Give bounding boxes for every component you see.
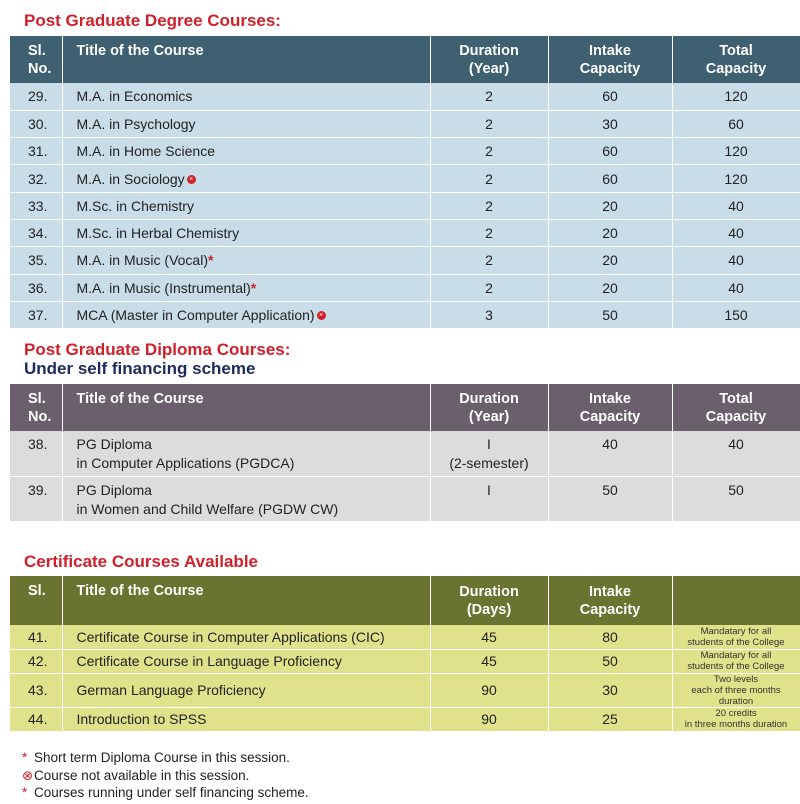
pg-section-title: Post Graduate Degree Courses: bbox=[24, 11, 281, 30]
row-intake-text: 50 bbox=[602, 307, 618, 324]
row-intake-text: 50 bbox=[602, 481, 618, 498]
row-title-text: M.A. in Music (Instrumental) bbox=[76, 279, 251, 296]
row-title-text: Certificate Course in Language Proficiency bbox=[76, 653, 342, 669]
row-sl bbox=[10, 192, 62, 219]
short-term-star-icon: * bbox=[207, 252, 214, 269]
row-note-line1: Mandatary for all bbox=[700, 625, 772, 637]
header-intake: Intake Capacity bbox=[548, 384, 672, 431]
row-total-text: 150 bbox=[724, 307, 748, 324]
row-sl-text: 30. bbox=[28, 115, 48, 132]
footnote-item bbox=[22, 784, 309, 802]
row-intake-text: 80 bbox=[602, 628, 618, 645]
row-sl bbox=[10, 625, 62, 649]
row-sl-text: 34. bbox=[28, 225, 48, 242]
footnote-text: Short term Diploma Course in this session. bbox=[34, 750, 290, 765]
row-sl bbox=[10, 219, 62, 246]
row-sl-text: 35. bbox=[28, 252, 48, 269]
row-total bbox=[672, 110, 800, 137]
row-duration-text: 2 bbox=[485, 197, 493, 214]
row-duration bbox=[430, 138, 548, 165]
row-duration-text: 2 bbox=[485, 170, 493, 187]
footnotes bbox=[22, 749, 309, 802]
row-duration bbox=[430, 192, 548, 219]
header-total: Total Capacity bbox=[672, 384, 800, 431]
row-title bbox=[62, 274, 430, 301]
header-note bbox=[672, 576, 800, 625]
row-total-text: 40 bbox=[728, 279, 744, 296]
table-row bbox=[10, 301, 800, 328]
row-title bbox=[62, 301, 430, 328]
row-note-line1: 20 credits bbox=[715, 708, 757, 719]
row-total-text: 120 bbox=[724, 143, 748, 160]
table-row bbox=[10, 649, 800, 673]
row-intake bbox=[548, 110, 672, 137]
row-total-text: 40 bbox=[728, 252, 744, 269]
diploma-header-row bbox=[10, 384, 800, 431]
row-sl bbox=[10, 649, 62, 673]
footnote-symbol-icon: * bbox=[22, 750, 28, 765]
row-note bbox=[672, 625, 800, 649]
row-intake-text: 60 bbox=[602, 143, 618, 160]
row-total-text: 120 bbox=[724, 88, 748, 105]
row-note-line2: in three months duration bbox=[684, 719, 788, 730]
header-title: Title of the Course bbox=[62, 384, 430, 431]
row-intake-text: 20 bbox=[602, 252, 618, 269]
table-row bbox=[10, 274, 800, 301]
row-note-line1: Mandatary for all bbox=[700, 650, 772, 661]
row-total bbox=[672, 476, 800, 521]
row-sl-text: 37. bbox=[28, 307, 48, 324]
row-sl bbox=[10, 138, 62, 165]
table-row bbox=[10, 431, 800, 476]
row-intake-text: 50 bbox=[602, 653, 618, 669]
row-intake bbox=[548, 274, 672, 301]
row-duration-note: (2-semester) bbox=[449, 455, 529, 471]
row-duration-text: 45 bbox=[481, 628, 497, 645]
row-intake-text: 20 bbox=[602, 197, 618, 214]
diploma-section-subtitle: Under self financing scheme bbox=[24, 359, 256, 378]
table-row bbox=[10, 165, 800, 192]
row-total-text: 40 bbox=[728, 197, 744, 214]
row-duration-text: 2 bbox=[485, 225, 493, 242]
row-duration bbox=[430, 431, 548, 476]
table-row bbox=[10, 707, 800, 731]
certificate-header-row bbox=[10, 576, 800, 625]
row-total bbox=[672, 83, 800, 110]
pg-courses-table bbox=[10, 36, 800, 329]
header-duration: Duration (Year) bbox=[430, 384, 548, 431]
row-sl-text: 36. bbox=[28, 279, 48, 296]
header-sl: Sl. bbox=[10, 576, 62, 625]
row-note-line1: Two levels bbox=[713, 673, 759, 685]
certificate-section-title: Certificate Courses Available bbox=[24, 552, 258, 571]
row-sl-text: 39. bbox=[28, 481, 48, 498]
row-duration bbox=[430, 83, 548, 110]
table-row bbox=[10, 625, 800, 649]
row-note-line2: each of three months duration bbox=[691, 684, 781, 707]
row-duration-text: 2 bbox=[485, 143, 493, 160]
row-total bbox=[672, 431, 800, 476]
row-total-text: 120 bbox=[724, 170, 748, 187]
row-title-text: M.A. in Music (Vocal) bbox=[76, 252, 208, 269]
row-sl-text: 29. bbox=[28, 88, 48, 105]
row-intake bbox=[548, 673, 672, 707]
row-duration bbox=[430, 301, 548, 328]
footnote-symbol-icon: * bbox=[22, 785, 28, 800]
row-intake-text: 20 bbox=[602, 279, 618, 296]
row-title bbox=[62, 192, 430, 219]
row-sl-text: 42. bbox=[28, 653, 48, 669]
row-title-text: Introduction to SPSS bbox=[76, 711, 207, 727]
row-title-line1: PG Diploma bbox=[76, 436, 152, 452]
table-row bbox=[10, 476, 800, 521]
certificate-courses-table bbox=[10, 576, 800, 732]
header-sl: Sl. No. bbox=[10, 36, 62, 83]
row-intake bbox=[548, 707, 672, 731]
footnote-item bbox=[22, 749, 309, 767]
row-duration-text: 2 bbox=[485, 115, 493, 132]
row-note bbox=[672, 673, 800, 707]
not-available-circle-icon: × bbox=[317, 311, 326, 320]
row-total-text: 40 bbox=[728, 225, 744, 242]
row-title bbox=[62, 165, 430, 192]
row-title bbox=[62, 138, 430, 165]
footnote-text: Course not available in this session. bbox=[34, 767, 250, 783]
row-title bbox=[62, 476, 430, 521]
row-intake bbox=[548, 649, 672, 673]
row-duration bbox=[430, 649, 548, 673]
row-total bbox=[672, 247, 800, 274]
row-title bbox=[62, 431, 430, 476]
row-intake bbox=[548, 625, 672, 649]
row-total bbox=[672, 301, 800, 328]
row-intake-text: 30 bbox=[602, 682, 618, 698]
row-sl bbox=[10, 301, 62, 328]
row-intake bbox=[548, 138, 672, 165]
row-sl bbox=[10, 110, 62, 137]
row-title bbox=[62, 625, 430, 649]
row-duration-value: I bbox=[487, 436, 491, 452]
row-intake bbox=[548, 476, 672, 521]
row-intake bbox=[548, 431, 672, 476]
row-intake-text: 60 bbox=[602, 88, 618, 105]
row-title-line1: PG Diploma bbox=[76, 481, 152, 498]
header-title: Title of the Course bbox=[62, 36, 430, 83]
row-duration bbox=[430, 165, 548, 192]
row-total-text: 60 bbox=[728, 115, 744, 132]
row-duration-text: 90 bbox=[481, 711, 497, 727]
row-sl-text: 33. bbox=[28, 197, 48, 214]
row-title-text: M.Sc. in Herbal Chemistry bbox=[76, 225, 240, 242]
row-total bbox=[672, 274, 800, 301]
footnote-symbol-icon: ⊗ bbox=[22, 767, 34, 783]
row-intake bbox=[548, 165, 672, 192]
row-duration-text: 3 bbox=[485, 307, 493, 324]
row-intake-text: 40 bbox=[602, 436, 618, 452]
row-title-text: M.A. in Psychology bbox=[76, 115, 196, 132]
row-intake bbox=[548, 83, 672, 110]
header-intake: Intake Capacity bbox=[548, 36, 672, 83]
row-note-line2: students of the College bbox=[687, 661, 785, 672]
row-title bbox=[62, 649, 430, 673]
row-duration-text: 2 bbox=[485, 279, 493, 296]
row-duration bbox=[430, 219, 548, 246]
row-total bbox=[672, 192, 800, 219]
header-sl: Sl. No. bbox=[10, 384, 62, 431]
diploma-section-title: Post Graduate Diploma Courses: bbox=[24, 340, 291, 359]
row-intake bbox=[548, 247, 672, 274]
row-sl bbox=[10, 673, 62, 707]
row-title bbox=[62, 673, 430, 707]
row-intake-text: 30 bbox=[602, 115, 618, 132]
row-sl bbox=[10, 83, 62, 110]
row-total bbox=[672, 219, 800, 246]
row-duration bbox=[430, 707, 548, 731]
row-title-line2: in Women and Child Welfare (PGDW CW) bbox=[76, 500, 339, 517]
footnote-item bbox=[22, 767, 309, 785]
row-title-text: Certificate Course in Computer Applications (CIC) bbox=[76, 628, 385, 645]
row-title bbox=[62, 707, 430, 731]
row-total-text: 50 bbox=[728, 481, 744, 498]
short-term-star-icon: * bbox=[250, 279, 257, 296]
row-note-line2: students of the College bbox=[687, 636, 785, 648]
row-note bbox=[672, 707, 800, 731]
row-duration-text: 2 bbox=[485, 252, 493, 269]
table-row bbox=[10, 219, 800, 246]
row-duration-text: 2 bbox=[485, 88, 493, 105]
pg-header-row bbox=[10, 36, 800, 83]
row-title bbox=[62, 83, 430, 110]
table-row bbox=[10, 83, 800, 110]
row-title bbox=[62, 247, 430, 274]
header-intake: Intake Capacity bbox=[548, 576, 672, 625]
row-sl-text: 31. bbox=[28, 143, 48, 160]
row-duration bbox=[430, 625, 548, 649]
row-title-text: M.A. in Home Science bbox=[76, 143, 215, 160]
row-title-text: M.A. in Economics bbox=[76, 88, 193, 105]
row-duration bbox=[430, 673, 548, 707]
row-sl bbox=[10, 431, 62, 476]
not-available-circle-icon: × bbox=[187, 175, 196, 184]
diploma-courses-table bbox=[10, 384, 800, 522]
row-sl-text: 32. bbox=[28, 170, 48, 187]
header-duration: Duration (Year) bbox=[430, 36, 548, 83]
row-sl-text: 44. bbox=[28, 711, 48, 727]
row-title bbox=[62, 110, 430, 137]
row-duration-text: 45 bbox=[481, 653, 497, 669]
row-title-text: M.Sc. in Chemistry bbox=[76, 197, 194, 214]
row-sl bbox=[10, 476, 62, 521]
row-intake-text: 25 bbox=[602, 711, 618, 727]
row-duration-value: I bbox=[487, 481, 491, 498]
footnote-text: Courses running under self financing scheme. bbox=[34, 785, 309, 800]
row-sl bbox=[10, 274, 62, 301]
row-intake bbox=[548, 192, 672, 219]
row-sl-text: 43. bbox=[28, 682, 48, 698]
row-title bbox=[62, 219, 430, 246]
table-row bbox=[10, 247, 800, 274]
row-intake bbox=[548, 219, 672, 246]
row-duration bbox=[430, 476, 548, 521]
row-sl bbox=[10, 247, 62, 274]
table-row bbox=[10, 110, 800, 137]
header-total: Total Capacity bbox=[672, 36, 800, 83]
row-sl-text: 38. bbox=[28, 436, 48, 452]
row-total-text: 40 bbox=[728, 436, 744, 452]
row-sl bbox=[10, 165, 62, 192]
row-duration-text: 90 bbox=[481, 682, 497, 698]
table-row bbox=[10, 192, 800, 219]
row-title-line2: in Computer Applications (PGDCA) bbox=[76, 455, 295, 471]
row-total bbox=[672, 165, 800, 192]
row-total bbox=[672, 138, 800, 165]
row-duration bbox=[430, 110, 548, 137]
header-duration: Duration (Days) bbox=[430, 576, 548, 625]
table-row bbox=[10, 673, 800, 707]
row-sl bbox=[10, 707, 62, 731]
row-intake-text: 60 bbox=[602, 170, 618, 187]
header-title: Title of the Course bbox=[62, 576, 430, 625]
row-sl-text: 41. bbox=[28, 628, 48, 645]
row-title-text: German Language Proficiency bbox=[76, 682, 266, 698]
row-title-text: MCA (Master in Computer Application) bbox=[76, 307, 315, 324]
row-intake bbox=[548, 301, 672, 328]
row-title-text: M.A. in Sociology bbox=[76, 170, 185, 187]
row-note bbox=[672, 649, 800, 673]
row-duration bbox=[430, 247, 548, 274]
row-intake-text: 20 bbox=[602, 225, 618, 242]
table-row bbox=[10, 138, 800, 165]
row-duration bbox=[430, 274, 548, 301]
